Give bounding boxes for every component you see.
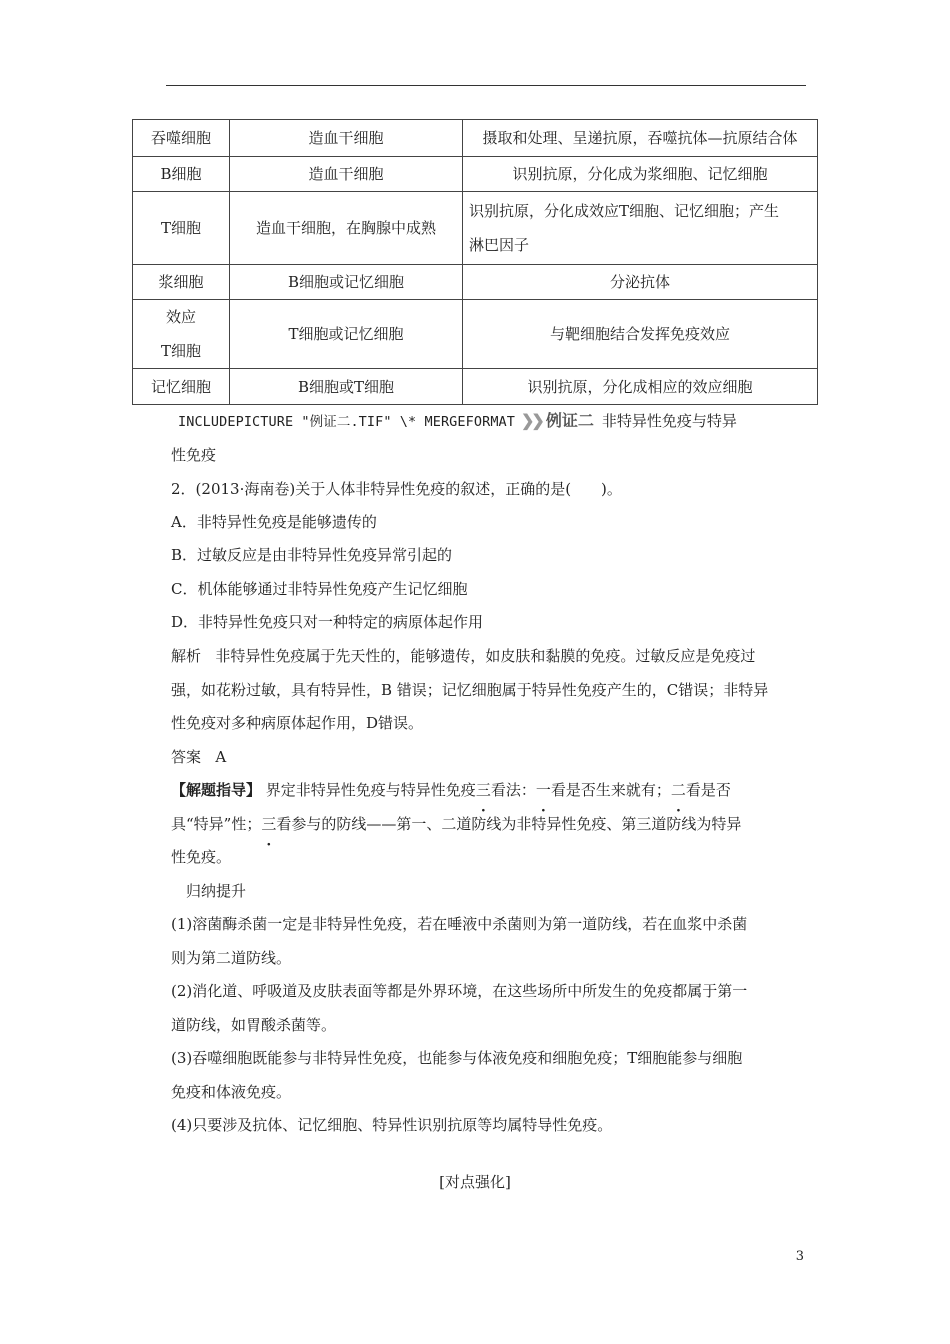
answer-value: A	[215, 748, 227, 766]
question: 2．(2013·海南卷)关于人体非特异性免疫的叙述，正确的是( )。	[171, 480, 622, 498]
analysis-label: 解析	[171, 647, 202, 665]
table-cell: 分泌抗体	[463, 265, 818, 300]
section-heading: [对点强化]	[439, 1173, 511, 1191]
analysis-line: 性免疫对多种病原体起作用，D错误。	[171, 714, 424, 732]
table-cell: B细胞	[133, 157, 230, 192]
guide-text: 看是否生来就有；	[550, 781, 671, 799]
guide-label: 【解题指导】	[171, 781, 262, 799]
emphasis-char: 三	[261, 815, 277, 833]
example-heading	[178, 405, 808, 440]
option-a: A．非特异性免疫是能够遗传的	[171, 513, 377, 531]
answer-label: 答案	[171, 748, 202, 766]
table-row	[133, 300, 818, 369]
cell-line: 识别抗原，分化成效应T细胞、记忆细胞；产生	[469, 202, 780, 220]
includepicture-field: INCLUDEPICTURE "例证二.TIF" \* MERGEFORMAT	[178, 414, 515, 430]
badge-label: 例证二	[545, 413, 594, 430]
example-badge	[521, 405, 594, 439]
summary-item: 则为第二道防线。	[171, 949, 292, 967]
guide-text: 看参与的防线——第一、二道防线为非特异性免疫、第三道防线为特异	[276, 815, 742, 833]
emphasis-char: 三	[475, 781, 491, 799]
option-d: D．非特异性免疫只对一种特定的病原体起作用	[171, 613, 484, 631]
table-cell: 造血干细胞	[230, 157, 463, 192]
double-chevron-icon: ❯❯	[521, 413, 542, 430]
table-row	[133, 120, 818, 157]
table-cell: 记忆细胞	[133, 369, 230, 405]
table-cell: 摄取和处理、呈递抗原，吞噬抗体—抗原结合体	[463, 120, 818, 157]
guide-line	[171, 774, 807, 808]
summary-item: (1)溶菌酶杀菌一定是非特异性免疫，若在唾液中杀菌则为第一道防线，若在血浆中杀菌	[171, 915, 748, 933]
table-cell: T细胞或记忆细胞	[230, 300, 463, 369]
option-c: C．机体能够通过非特异性免疫产生记忆细胞	[171, 580, 468, 598]
table-cell: 识别抗原，分化成为浆细胞、记忆细胞	[463, 157, 818, 192]
option-b: B．过敏反应是由非特异性免疫异常引起的	[171, 546, 453, 564]
table-cell: B细胞或记忆细胞	[230, 265, 463, 300]
summary-title: 归纳提升	[186, 882, 247, 900]
guide-text: 具“特异”性；	[171, 815, 262, 833]
cell-line: T细胞	[160, 342, 201, 360]
emphasis-char: 二	[670, 781, 686, 799]
table-cell: 造血干细胞	[230, 120, 463, 157]
table-row	[133, 157, 818, 192]
cell-line: 效应	[165, 308, 196, 326]
answer-line	[171, 741, 807, 775]
guide-line	[171, 808, 807, 842]
example-title-cont: 性免疫	[171, 446, 217, 464]
guide-text: 界定非特异性免疫与特异性免疫	[265, 781, 476, 799]
table-cell: 与靶细胞结合发挥免疫效应	[463, 300, 818, 369]
analysis-text: 非特异性免疫属于先天性的，能够遗传，如皮肤和黏膜的免疫。过敏反应是免疫过	[215, 647, 756, 665]
analysis-line: 强，如花粉过敏，具有特异性，B 错误；记忆细胞属于特异性免疫产生的，C错误；非特异	[171, 681, 769, 699]
summary-item: (2)消化道、呼吸道及皮肤表面等都是外界环境，在这些场所中所发生的免疫都属于第一	[171, 982, 748, 1000]
guide-text: 看是否	[685, 781, 731, 799]
table-cell	[463, 192, 818, 265]
analysis-line	[171, 640, 807, 674]
summary-item: (4)只要涉及抗体、记忆细胞、特异性识别抗原等均属特导性免疫。	[171, 1116, 613, 1134]
table-cell: 识别抗原，分化成相应的效应细胞	[463, 369, 818, 405]
summary-item: 免疫和体液免疫。	[171, 1083, 292, 1101]
table-cell: 吞噬细胞	[133, 120, 230, 157]
table-cell: B细胞或T细胞	[230, 369, 463, 405]
table-row	[133, 265, 818, 300]
immune-cells-table	[132, 119, 818, 405]
guide-text: 看法：	[490, 781, 536, 799]
table-cell: 造血干细胞，在胸腺中成熟	[230, 192, 463, 265]
table-cell: 浆细胞	[133, 265, 230, 300]
guide-line: 性免疫。	[171, 848, 232, 866]
header-rule	[166, 85, 806, 86]
summary-item: (3)吞噬细胞既能参与非特异性免疫，也能参与体液免疫和细胞免疫；T细胞能参与细胞	[171, 1049, 743, 1067]
table-row	[133, 369, 818, 405]
example-title: 非特异性免疫与特异	[601, 412, 737, 430]
table-cell	[133, 300, 230, 369]
summary-item: 道防线，如胃酸杀菌等。	[171, 1016, 337, 1034]
cell-line: 淋巴因子	[469, 236, 530, 254]
emphasis-char: 一	[535, 781, 551, 799]
table-cell: T细胞	[133, 192, 230, 265]
page-number: 3	[795, 1249, 804, 1264]
table-row	[133, 192, 818, 265]
